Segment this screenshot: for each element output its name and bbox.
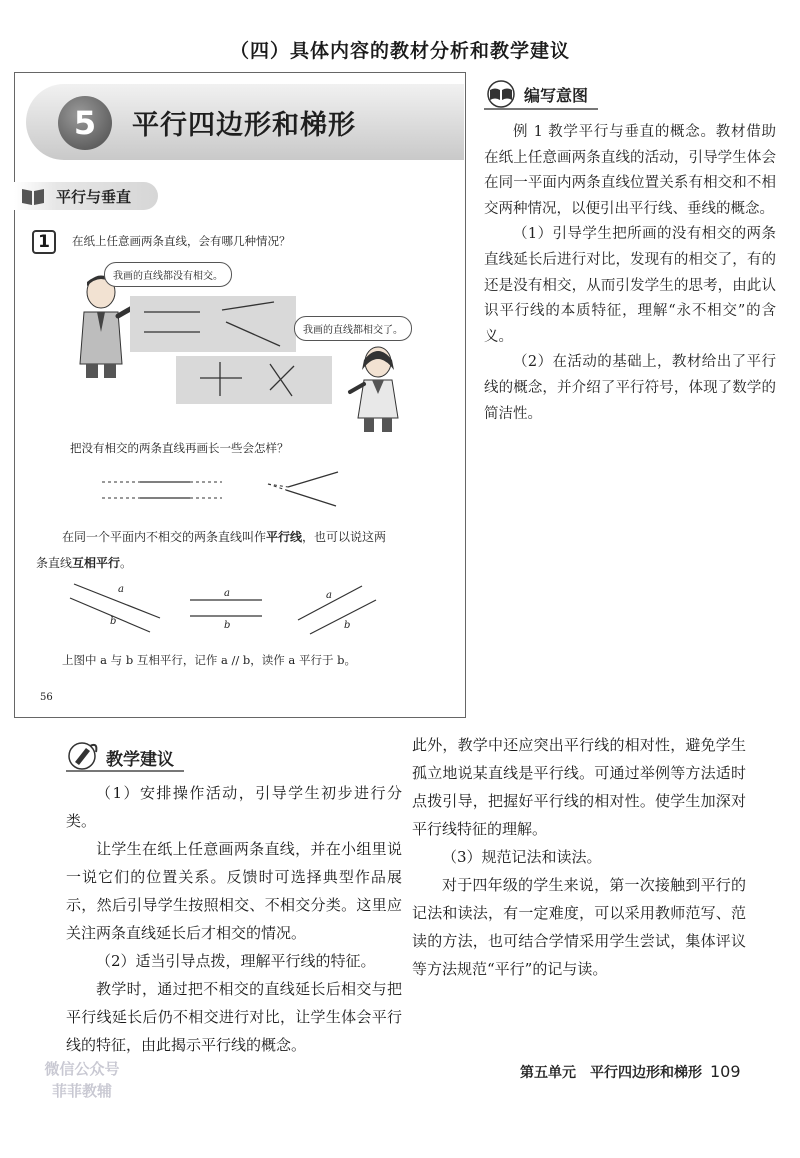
definition-text-1: 在同一个平面内不相交的两条直线叫作 bbox=[62, 530, 267, 544]
suggestions-left-column bbox=[66, 779, 402, 1059]
intent-paragraph: （2）在活动的基础上，教材给出了平行线的概念，并介绍了平行符号，体现了数学的简洁性。 bbox=[484, 354, 776, 422]
label-a-2: a bbox=[224, 588, 230, 599]
speech-bubble-boy: 我画的直线都没有相交。 bbox=[104, 262, 232, 287]
suggestion-paragraph: （3）规范记法和读法。 bbox=[442, 848, 602, 866]
page-footer bbox=[520, 1062, 741, 1082]
suggestion-paragraph: 对于四年级的学生来说，第一次接触到平行的记法和读法，有一定难度，可以采用教师范写、范读的方法，也可结合学情采用学生尝试，集体评议等方法规范“平行”的记与读。 bbox=[412, 876, 746, 978]
suggestion-continuation: 此外，教学中还应突出平行线的相对性，避免学生孤立地说某直线是平行线。可通过举例等方法适时点拨引导，把握好平行线的相对性。使学生加深对平行线特征的理解。 bbox=[412, 736, 746, 838]
extend-prompt: 把没有相交的两条直线再画长一些会怎样？ bbox=[70, 441, 289, 455]
watermark-line-2: 菲菲教辅 bbox=[51, 1082, 112, 1100]
intersecting-lines bbox=[176, 356, 332, 404]
girl-illustration-icon bbox=[346, 344, 410, 434]
teaching-pen-icon bbox=[66, 740, 102, 772]
textbook-page-number: 56 bbox=[40, 692, 53, 703]
definition-term-mutual: 互相平行 bbox=[72, 556, 121, 570]
definition-text-4: 。 bbox=[120, 556, 133, 570]
example-number: 1 bbox=[32, 230, 56, 254]
unit-title: 平行四边形和梯形 bbox=[132, 110, 356, 141]
non-intersecting-lines bbox=[130, 296, 296, 352]
open-book-icon bbox=[484, 80, 518, 108]
speech-bubble-girl: 我画的直线都相交了。 bbox=[294, 316, 412, 341]
suggestion-paragraph: 教学时，通过把不相交的直线延长后相交与把平行线延长后仍不相交进行对比，让学生体会平行线的特征，由此揭示平行线的概念。 bbox=[66, 980, 402, 1054]
suggestions-heading: 教学建议 bbox=[106, 750, 174, 770]
label-b-2: b bbox=[224, 620, 231, 631]
suggestion-paragraph: 让学生在纸上任意画两条直线，并在小组里说一说它们的位置关系。反馈时可选择典型作品展示，然后引导学生按照相交、不相交分类。这里应关注两条直线延长后才相交的情况。 bbox=[66, 840, 402, 942]
suggestion-paragraph: （1）安排操作活动，引导学生初步进行分类。 bbox=[66, 784, 402, 830]
extended-lines-figure bbox=[100, 470, 340, 510]
footer-unit-label: 第五单元 平行四边形和梯形 bbox=[520, 1065, 702, 1081]
intent-paragraph: （1）引导学生把所画的没有相交的两条直线延长后进行对比，发现有的相交了，有的还是没有相交，从而引发学生的思考，由此认识平行线的本质特征，理解“永不相交”的含义。 bbox=[484, 226, 776, 345]
notation-text: 上图中 a 与 b 互相平行，记作 a // b，读作 a 平行于 b。 bbox=[62, 653, 356, 667]
label-a-3: a bbox=[326, 590, 332, 601]
unit-number-badge: 5 bbox=[58, 96, 112, 150]
definition-term-parallel: 平行线 bbox=[266, 530, 303, 544]
intent-heading: 编写意图 bbox=[524, 86, 589, 105]
book-icon bbox=[20, 186, 46, 206]
definition-text-3: 条直线 bbox=[36, 556, 73, 570]
intent-paragraph: 例 1 教学平行与垂直的概念。教材借助在纸上任意画两条直线的活动，引导学生体会在同一平面内两条直线位置关系有相交和不相交两种情况，以便引出平行线、垂线的概念。 bbox=[484, 124, 776, 217]
intent-body bbox=[484, 120, 776, 427]
example-question: 在纸上任意画两条直线，会有哪几种情况？ bbox=[72, 234, 291, 248]
page-header-title: （四）具体内容的教材分析和教学建议 bbox=[229, 40, 570, 62]
label-b-1: b bbox=[110, 616, 117, 627]
footer-page-number: 109 bbox=[710, 1062, 741, 1081]
label-a-1: a bbox=[118, 584, 124, 595]
suggestions-right-column bbox=[412, 731, 746, 983]
boy-illustration-icon bbox=[66, 272, 136, 380]
suggestion-paragraph: （2）适当引导点拨，理解平行线的特征。 bbox=[96, 952, 376, 970]
section-title: 平行与垂直 bbox=[56, 188, 132, 206]
definition-text-2: ，也可以说这两 bbox=[302, 530, 387, 544]
watermark-line-1: 微信公众号 bbox=[44, 1060, 120, 1078]
suggestions-heading-underline bbox=[66, 770, 184, 772]
watermark bbox=[34, 1058, 130, 1102]
label-b-3: b bbox=[344, 620, 351, 631]
parallel-definition bbox=[36, 524, 456, 576]
